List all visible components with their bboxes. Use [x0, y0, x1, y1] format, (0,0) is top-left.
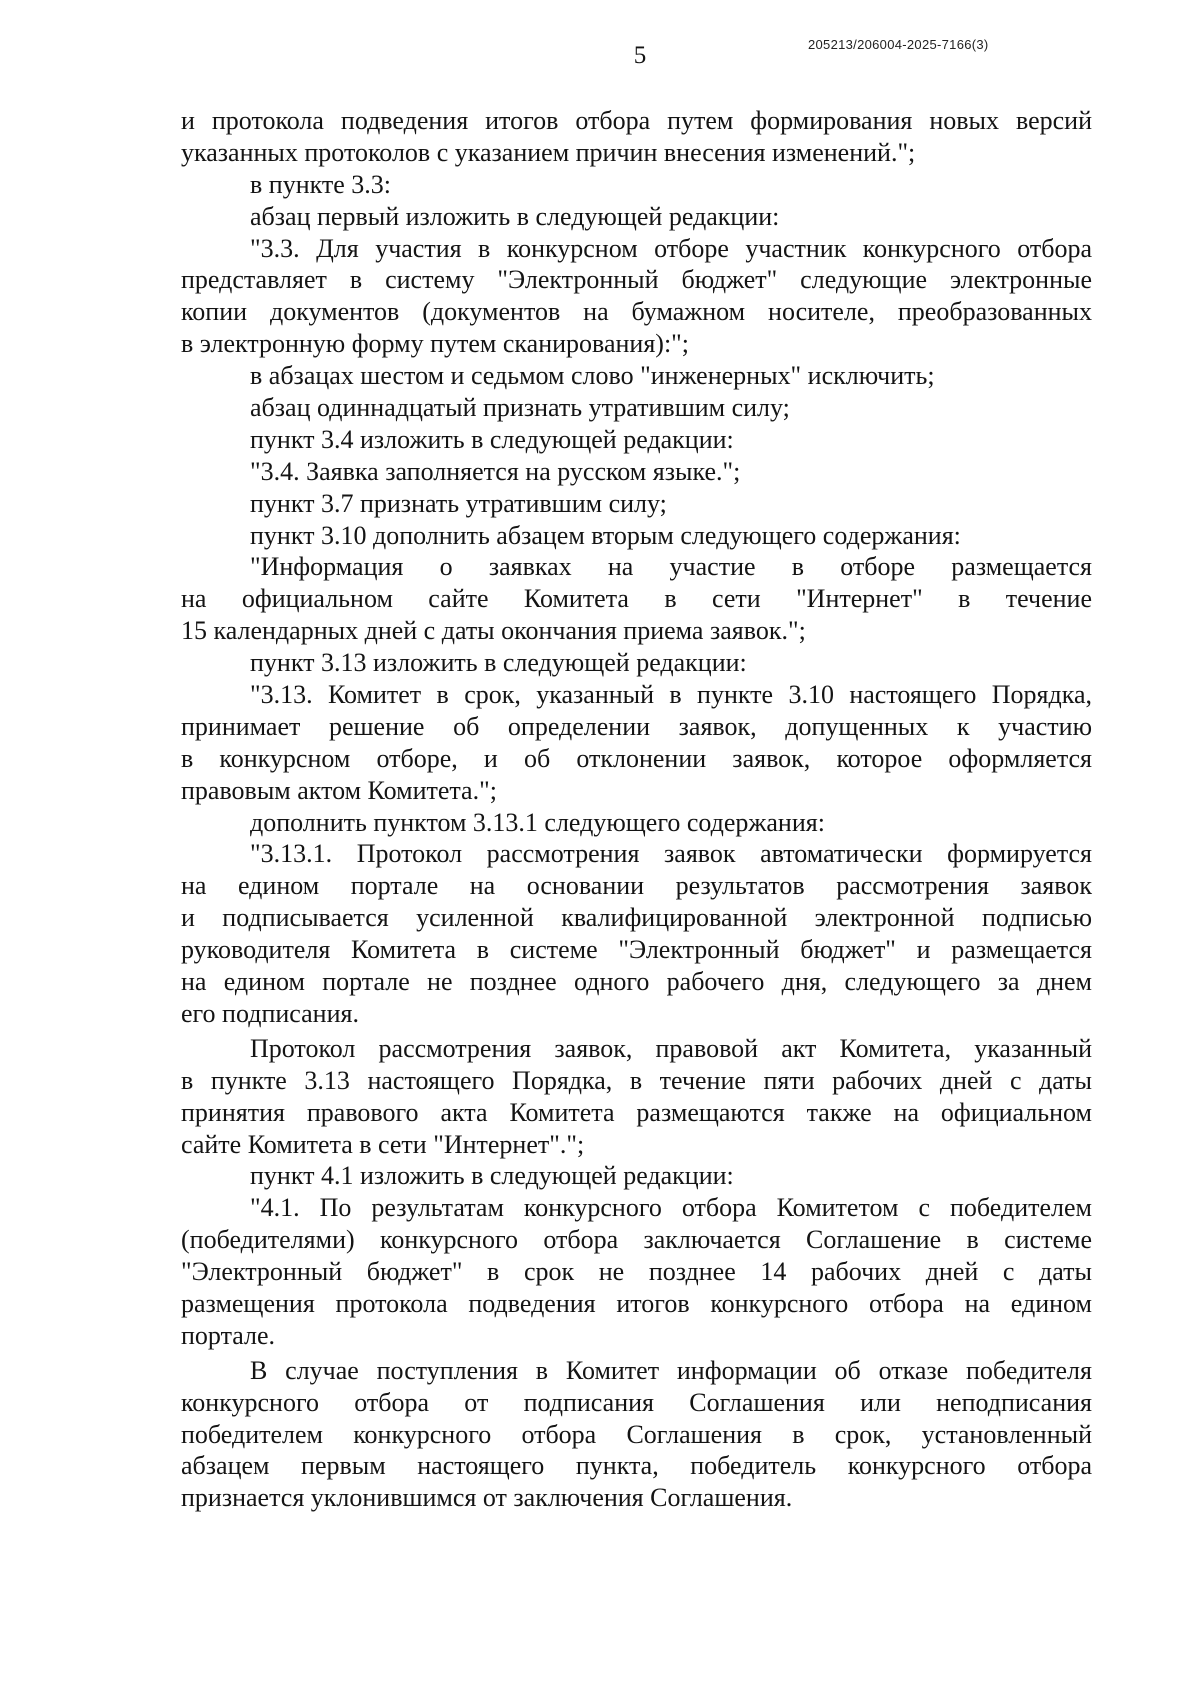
text-line: и протокола подведения итогов отбора путем формирования новых версий [181, 106, 1092, 135]
text-line: пункт 3.10 дополнить абзацем вторым следующего содержания: [250, 520, 961, 550]
text-line: указанных протоколов с указанием причин внесения изменений."; [181, 137, 916, 167]
text-line: признается уклонившимся от заключения Соглашения. [181, 1483, 793, 1513]
page-number: 5 [633, 42, 647, 69]
text-line: копии документов (документов на бумажном носителе, преобразованных [181, 297, 1092, 327]
text-line: размещения протокола подведения итогов конкурсного отбора на едином [181, 1288, 1092, 1318]
text-line: портале. [181, 1320, 276, 1350]
text-line: сайте Комитета в сети "Интернет"."; [181, 1129, 585, 1159]
text-line: на едином портале на основании результатов рассмотрения заявок [181, 871, 1092, 901]
text-line: "3.13.1. Протокол рассмотрения заявок автоматически формируется [250, 839, 1092, 869]
text-line: принятия правового акта Комитета размещаются также на официальном [181, 1097, 1092, 1127]
text-line: "3.3. Для участия в конкурсном отборе участник конкурсного отбора [250, 233, 1092, 263]
text-line: принимает решение об определении заявок, допущенных к участию [181, 711, 1092, 741]
text-line: пункт 3.13 изложить в следующей редакции: [250, 648, 747, 678]
text-line: (победителями) конкурсного отбора заключается Соглашение в системе [181, 1225, 1092, 1255]
text-line: Протокол рассмотрения заявок, правовой акт Комитета, указанный [250, 1033, 1092, 1063]
text-line: "4.1. По результатам конкурсного отбора Комитетом с победителем [250, 1193, 1092, 1223]
text-line: "3.4. Заявка заполняется на русском языке."; [250, 456, 741, 486]
text-line: пункт 4.1 изложить в следующей редакции: [250, 1161, 734, 1191]
text-line: абзацем первым настоящего пункта, победитель конкурсного отбора [181, 1451, 1092, 1481]
text-line: "Информация о заявках на участие в отборе размещается [250, 552, 1092, 582]
text-line: дополнить пунктом 3.13.1 следующего содержания: [250, 807, 825, 837]
text-line: победителем конкурсного отбора Соглашения в срок, установленный [181, 1419, 1092, 1449]
text-line: его подписания. [181, 998, 359, 1028]
text-line: в абзацах шестом и седьмом слово "инженерных" исключить; [250, 361, 935, 391]
document-body [181, 105, 1092, 1514]
text-line: "Электронный бюджет" в срок не позднее 14 рабочих дней с даты [181, 1257, 1092, 1287]
text-line: и подписывается усиленной квалифицированной электронной подписью [181, 903, 1092, 933]
text-line: на едином портале не позднее одного рабочего дня, следующего за днем [181, 967, 1092, 997]
text-line: руководителя Комитета в системе "Электронный бюджет" и размещается [181, 935, 1092, 965]
document-registration-number: 205213/206004-2025-7166(3) [808, 37, 989, 52]
text-line: в пункте 3.3: [250, 169, 392, 199]
text-line: в пункте 3.13 настоящего Порядка, в течение пяти рабочих дней с даты [181, 1065, 1092, 1095]
text-line: пункт 3.4 изложить в следующей редакции: [250, 424, 734, 454]
text-line: В случае поступления в Комитет информации об отказе победителя [250, 1355, 1092, 1385]
text-line: правовым актом Комитета."; [181, 775, 497, 805]
text-line: на официальном сайте Комитета в сети "Интернет" в течение [181, 584, 1092, 614]
text-line: "3.13. Комитет в срок, указанный в пункте 3.10 настоящего Порядка, [250, 680, 1092, 710]
text-line: абзац одиннадцатый признать утратившим силу; [250, 393, 790, 423]
text-line: представляет в систему "Электронный бюджет" следующие электронные [181, 265, 1092, 295]
text-line: 15 календарных дней с даты окончания приема заявок."; [181, 616, 806, 646]
text-line: абзац первый изложить в следующей редакции: [250, 201, 780, 231]
text-line: пункт 3.7 признать утратившим силу; [250, 488, 667, 518]
text-line: в электронную форму путем сканирования):"; [181, 329, 690, 359]
text-line: в конкурсном отборе, и об отклонении заявок, которое оформляется [181, 743, 1092, 773]
text-line: конкурсного отбора от подписания Соглашения или неподписания [181, 1387, 1092, 1417]
